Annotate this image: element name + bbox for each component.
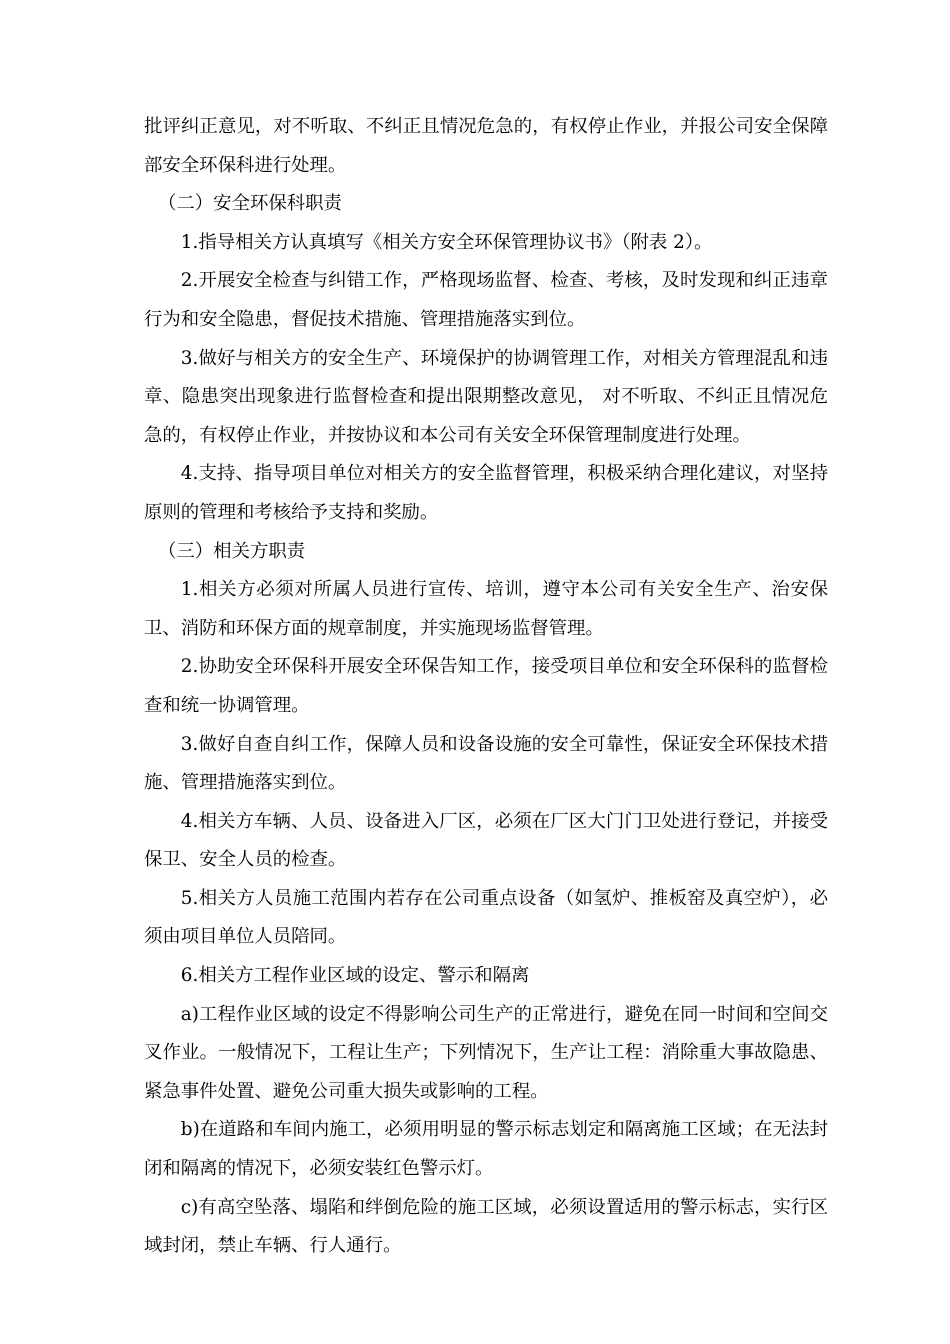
paragraph-3-1: 1.相关方必须对所属人员进行宣传、培训，遵守本公司有关安全生产、治安保卫、消防和环保方面的规章制度，并实施现场监督管理。 <box>144 579 828 639</box>
section-heading-3: （三）相关方职责 <box>158 540 306 562</box>
paragraph-3-6: 6.相关方工程作业区域的设定、警示和隔离 <box>180 965 530 987</box>
paragraph-2-4: 4.支持、指导项目单位对相关方的安全监督管理，积极采纳合理化建议，对坚持原则的管理和考核给予支持和奖励。 <box>144 463 828 523</box>
paragraph-2-2: 2.开展安全检查与纠错工作，严格现场监督、检查、考核，及时发现和纠正违章行为和安全隐患，督促技术措施、管理措施落实到位。 <box>144 270 828 330</box>
paragraph-3-2: 2.协助安全环保科开展安全环保告知工作，接受项目单位和安全环保科的监督检查和统一协调管理。 <box>144 656 828 716</box>
paragraph-3-6-c: c)有高空坠落、塌陷和绊倒危险的施工区域，必须设置适用的警示标志，实行区域封闭，禁止车辆、行人通行。 <box>144 1196 828 1257</box>
paragraph-3-6-a: a)工程作业区域的设定不得影响公司生产的正常进行，避免在同一时间和空间交叉作业。一般情况下，工程让生产；下列情况下，生产让工程：消除重大事故隐患、紧急事件处置、避免公司重大损失或影响的工程。 <box>144 1003 828 1102</box>
paragraph-3-6-b: b)在道路和车间内施工，必须用明显的警示标志划定和隔离施工区域；在无法封闭和隔离的情况下，必须安装红色警示灯。 <box>144 1119 828 1180</box>
paragraph-3-4: 4.相关方车辆、人员、设备进入厂区，必须在厂区大门门卫处进行登记，并接受保卫、安全人员的检查。 <box>144 810 828 871</box>
paragraph-3-5: 5.相关方人员施工范围内若存在公司重点设备（如氢炉、推板窑及真空炉），必须由项目单位人员陪同。 <box>144 887 828 948</box>
section-heading-2: （二）安全环保科职责 <box>158 193 342 215</box>
paragraph-continuation: 批评纠正意见，对不听取、不纠正且情况危急的，有权停止作业，并报公司安全保障部安全环保科进行处理。 <box>144 116 828 176</box>
document-page <box>144 108 828 1266</box>
paragraph-2-3: 3.做好与相关方的安全生产、环境保护的协调管理工作，对相关方管理混乱和违章、隐患突出现象进行监督检查和提出限期整改意见， 对不听取、不纠正且情况危急的，有权停止作业，并按协议和本公司有关安全环保管理制度进行处理。 <box>144 347 828 446</box>
paragraph-3-3: 3.做好自查自纠工作，保障人员和设备设施的安全可靠性，保证安全环保技术措施、管理措施落实到位。 <box>144 733 828 794</box>
paragraph-2-1: 1.指导相关方认真填写《相关方安全环保管理协议书》（附表 2）。 <box>180 231 713 253</box>
